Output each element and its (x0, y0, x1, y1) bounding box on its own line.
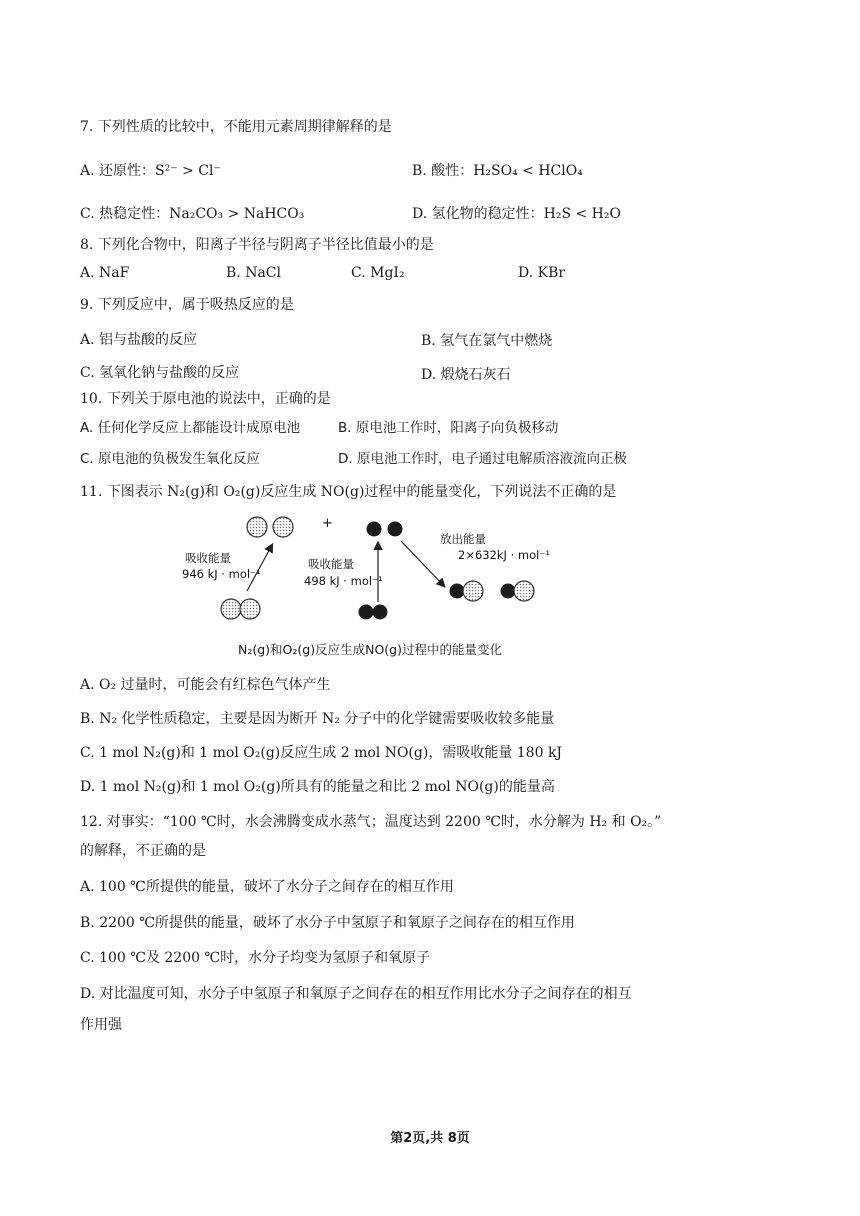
q11-option-c: C. 1 mol N₂(g)和 1 mol O₂(g)反应生成 2 mol NO(g)，需吸收能量 180 kJ (80, 745, 563, 761)
plus-sign: + (322, 516, 333, 531)
q8-option-c: C. MgI₂ (351, 265, 405, 281)
q8-option-b: B. NaCl (226, 265, 281, 281)
n-atom (273, 517, 293, 537)
release-title: 放出能量 (440, 532, 486, 546)
o-atom (388, 522, 403, 537)
q7-option-b: B. 酸性：H₂SO₄ < HClO₄ (412, 163, 583, 179)
absorb-n2-title: 吸收能量 (185, 551, 231, 565)
release-value: 2×632kJ · mol⁻¹ (458, 548, 551, 562)
q10-option-c: C. 原电池的负极发生氧化反应 (80, 451, 261, 467)
q11-option-d: D. 1 mol N₂(g)和 1 mol O₂(g)所具有的能量之和比 2 mol NO(g)的能量高 (80, 779, 555, 795)
page-footer: 第2页,共 8页 (390, 1131, 470, 1146)
n-atom (221, 599, 241, 619)
q12-stem-line1: 12. 对事实：“100 ℃时，水会沸腾变成水蒸气；温度达到 2200 ℃时，水分解为 H₂ 和 O₂。” (80, 814, 662, 830)
absorb-o2-title: 吸收能量 (308, 557, 354, 571)
q8-option-d: D. KBr (518, 265, 566, 281)
q12-option-d-line1: D. 对比温度可知，水分子中氢原子和氧原子之间存在的相互作用比水分子之间存在的相互 (80, 986, 632, 1002)
q7-option-a: A. 还原性：S²⁻ > Cl⁻ (80, 163, 221, 179)
q9-option-d: D. 煅烧石灰石 (421, 367, 511, 383)
q9-option-b: B. 氢气在氯气中燃烧 (421, 333, 553, 349)
q8-option-a: A. NaF (80, 265, 130, 281)
q12-option-c: C. 100 ℃及 2200 ℃时，水分子均变为氢原子和氧原子 (80, 950, 431, 966)
absorb-o2-value: 498 kJ · mol⁻¹ (304, 574, 383, 588)
q11-stem: 11. 下图表示 N₂(g)和 O₂(g)反应生成 NO(g)过程中的能量变化，下列说法不正确的是 (80, 484, 617, 500)
n-atom (463, 581, 483, 601)
q8-stem: 8. 下列化合物中，阳离子半径与阴离子半径比值最小的是 (80, 237, 434, 253)
n-atom (514, 581, 534, 601)
o-atom (501, 584, 516, 599)
q7-option-d: D. 氢化物的稳定性：H₂S < H₂O (412, 206, 621, 222)
q12-stem-line2: 的解释，不正确的是 (80, 843, 206, 859)
q7-stem: 7. 下列性质的比较中，不能用元素周期律解释的是 (80, 119, 392, 135)
q11-option-a: A. O₂ 过量时，可能会有红棕色气体产生 (80, 677, 331, 693)
q12-option-b: B. 2200 ℃所提供的能量，破坏了水分子中氢原子和氧原子之间存在的相互作用 (80, 915, 575, 931)
arrow (401, 541, 444, 586)
q11-option-b: B. N₂ 化学性质稳定，主要是因为断开 N₂ 分子中的化学键需要吸收较多能量 (80, 711, 555, 727)
q9-option-a: A. 铝与盐酸的反应 (80, 332, 198, 348)
q10-option-a: A. 任何化学反应上都能设计成原电池 (80, 420, 301, 436)
q9-option-c: C. 氢氧化钠与盐酸的反应 (80, 365, 240, 381)
o-atom (359, 605, 374, 620)
q10-stem: 10. 下列关于原电池的说法中，正确的是 (80, 391, 331, 407)
o-atom (450, 584, 465, 599)
absorb-n2-value: 946 kJ · mol⁻¹ (182, 567, 261, 581)
q10-option-d: D. 原电池工作时，电子通过电解质溶液流向正极 (338, 451, 627, 467)
q12-option-d-line2: 作用强 (80, 1017, 122, 1033)
q7-option-c: C. 热稳定性：Na₂CO₃ > NaHCO₃ (80, 206, 305, 222)
q12-option-a: A. 100 ℃所提供的能量，破坏了水分子之间存在的相互作用 (80, 879, 454, 895)
diagram-caption: N₂(g)和O₂(g)反应生成NO(g)过程中的能量变化 (238, 642, 502, 657)
n-atom (247, 517, 267, 537)
q9-stem: 9. 下列反应中，属于吸热反应的是 (80, 297, 294, 313)
n-atom (240, 599, 260, 619)
q10-option-b: B. 原电池工作时，阳离子向负极移动 (338, 420, 559, 436)
o-atom (367, 522, 382, 537)
o-atom (373, 605, 388, 620)
